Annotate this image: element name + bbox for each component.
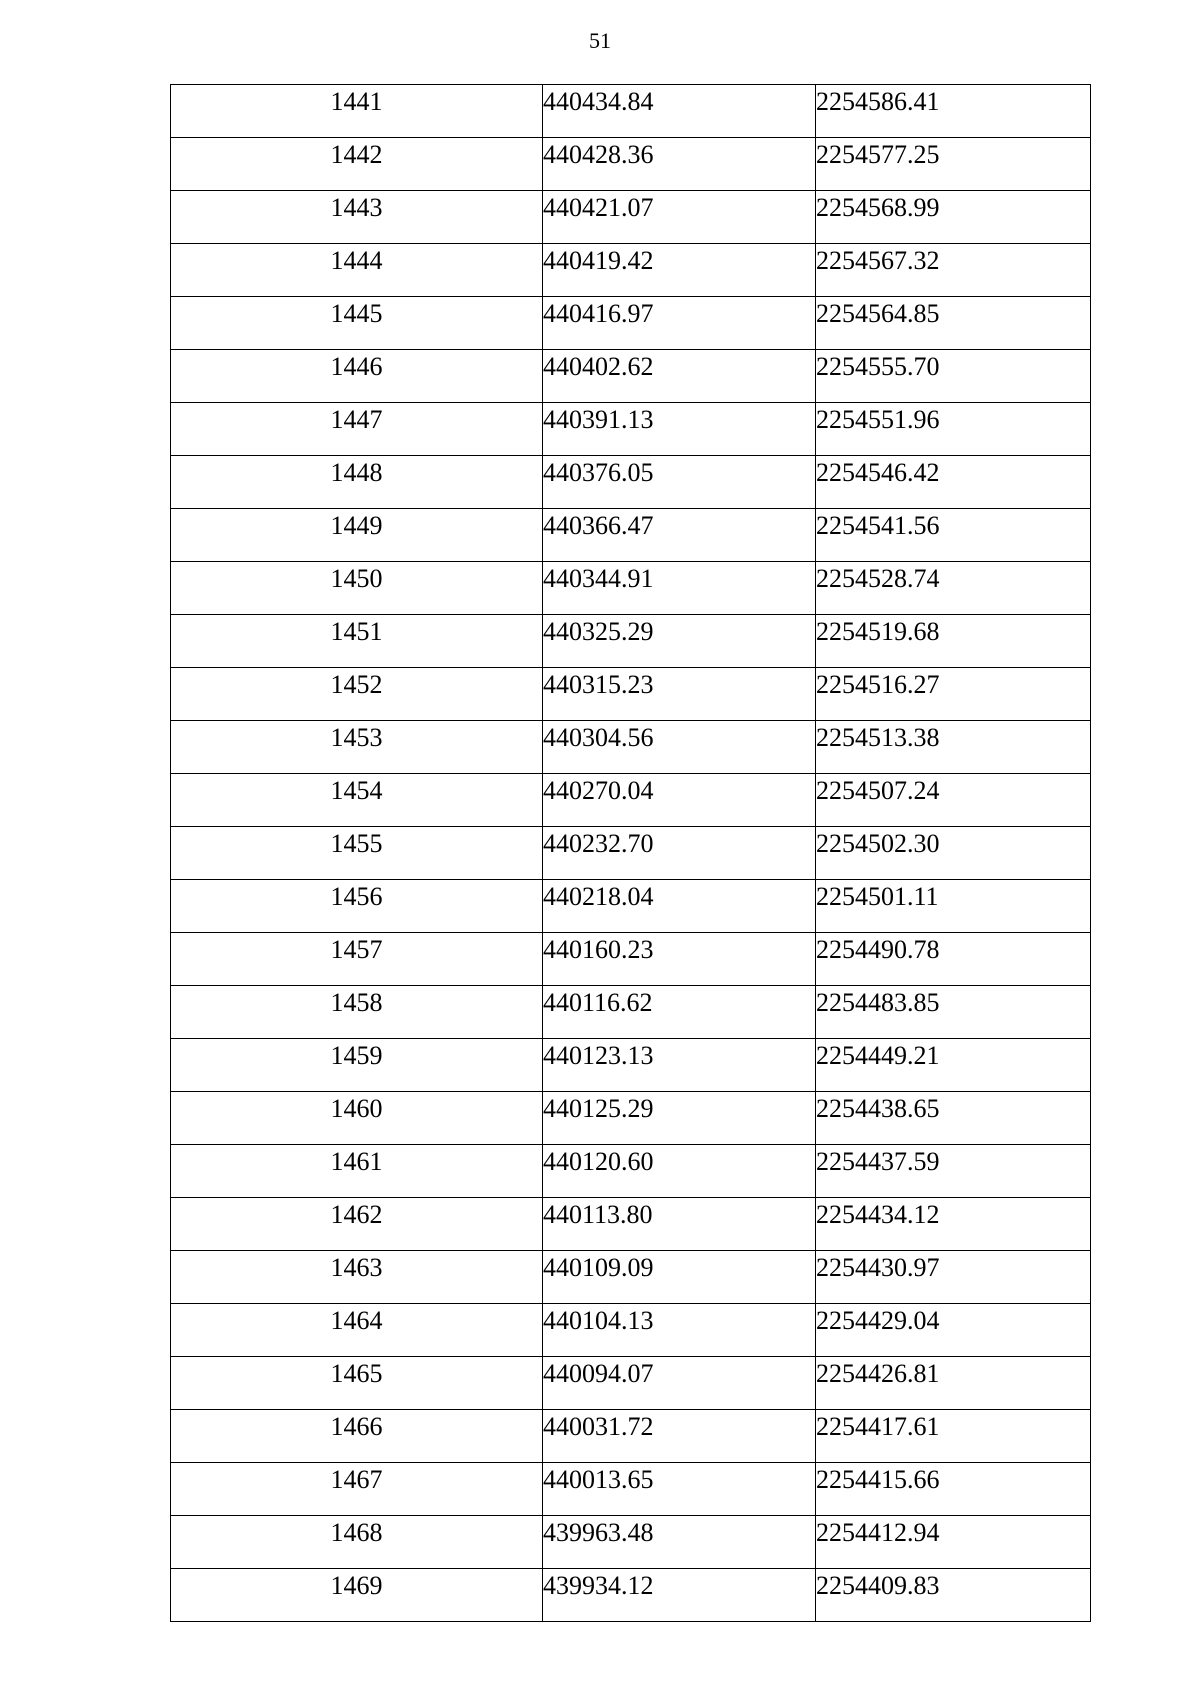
cell-value: 1458: [330, 988, 383, 1017]
cell-value: 2254415.66: [816, 1465, 940, 1494]
cell-value: 1464: [330, 1306, 383, 1335]
cell-value: 440270.04: [543, 776, 654, 805]
cell-value: 1454: [330, 776, 383, 805]
point-id-cell: [171, 297, 543, 350]
y-coordinate-cell: [816, 880, 1091, 933]
cell-value: 1457: [330, 935, 383, 964]
table-row: [171, 774, 1091, 827]
cell-value: 1442: [330, 140, 383, 169]
x-coordinate-cell: [543, 350, 816, 403]
table-row: [171, 403, 1091, 456]
y-coordinate-cell: [816, 403, 1091, 456]
cell-value: 440402.62: [543, 352, 654, 381]
cell-value: 440428.36: [543, 140, 654, 169]
x-coordinate-cell: [543, 1092, 816, 1145]
point-id-cell: [171, 1410, 543, 1463]
x-coordinate-cell: [543, 562, 816, 615]
cell-value: 440109.09: [543, 1253, 654, 1282]
cell-value: 440160.23: [543, 935, 654, 964]
cell-value: 1448: [330, 458, 383, 487]
x-coordinate-cell: [543, 1516, 816, 1569]
point-id-cell: [171, 668, 543, 721]
cell-value: 440419.42: [543, 246, 654, 275]
point-id-cell: [171, 1039, 543, 1092]
table-row: [171, 350, 1091, 403]
y-coordinate-cell: [816, 1092, 1091, 1145]
cell-value: 439963.48: [543, 1518, 654, 1547]
x-coordinate-cell: [543, 986, 816, 1039]
cell-value: 2254541.56: [816, 511, 940, 540]
y-coordinate-cell: [816, 1516, 1091, 1569]
x-coordinate-cell: [543, 774, 816, 827]
x-coordinate-cell: [543, 244, 816, 297]
cell-value: 1468: [330, 1518, 383, 1547]
table-row: [171, 933, 1091, 986]
table-row: [171, 244, 1091, 297]
table-row: [171, 986, 1091, 1039]
cell-value: 440304.56: [543, 723, 654, 752]
x-coordinate-cell: [543, 1304, 816, 1357]
point-id-cell: [171, 562, 543, 615]
cell-value: 1441: [330, 87, 383, 116]
cell-value: 2254528.74: [816, 564, 940, 593]
x-coordinate-cell: [543, 615, 816, 668]
cell-value: 1455: [330, 829, 383, 858]
x-coordinate-cell: [543, 1198, 816, 1251]
cell-value: 2254502.30: [816, 829, 940, 858]
cell-value: 440120.60: [543, 1147, 654, 1176]
y-coordinate-cell: [816, 1145, 1091, 1198]
x-coordinate-cell: [543, 297, 816, 350]
cell-value: 2254551.96: [816, 405, 940, 434]
y-coordinate-cell: [816, 774, 1091, 827]
table-row: [171, 191, 1091, 244]
cell-value: 1444: [330, 246, 383, 275]
y-coordinate-cell: [816, 668, 1091, 721]
point-id-cell: [171, 403, 543, 456]
table-row: [171, 138, 1091, 191]
point-id-cell: [171, 1198, 543, 1251]
x-coordinate-cell: [543, 456, 816, 509]
point-id-cell: [171, 85, 543, 138]
cell-value: 1453: [330, 723, 383, 752]
cell-value: 440434.84: [543, 87, 654, 116]
table-row: [171, 297, 1091, 350]
cell-value: 1463: [330, 1253, 383, 1282]
point-id-cell: [171, 1569, 543, 1622]
cell-value: 440013.65: [543, 1465, 654, 1494]
y-coordinate-cell: [816, 1410, 1091, 1463]
cell-value: 2254437.59: [816, 1147, 940, 1176]
cell-value: 440031.72: [543, 1412, 654, 1441]
cell-value: 440116.62: [543, 988, 653, 1017]
cell-value: 1461: [330, 1147, 383, 1176]
x-coordinate-cell: [543, 138, 816, 191]
cell-value: 440218.04: [543, 882, 654, 911]
y-coordinate-cell: [816, 350, 1091, 403]
y-coordinate-cell: [816, 1569, 1091, 1622]
y-coordinate-cell: [816, 509, 1091, 562]
cell-value: 1462: [330, 1200, 383, 1229]
page-number: 51: [589, 28, 611, 53]
cell-value: 1469: [330, 1571, 383, 1600]
point-id-cell: [171, 244, 543, 297]
cell-value: 440315.23: [543, 670, 654, 699]
cell-value: 1446: [330, 352, 383, 381]
cell-value: 1452: [330, 670, 383, 699]
y-coordinate-cell: [816, 721, 1091, 774]
table-row: [171, 1516, 1091, 1569]
x-coordinate-cell: [543, 1410, 816, 1463]
x-coordinate-cell: [543, 191, 816, 244]
point-id-cell: [171, 350, 543, 403]
cell-value: 1451: [330, 617, 383, 646]
cell-value: 2254501.11: [816, 882, 939, 911]
cell-value: 1443: [330, 193, 383, 222]
cell-value: 1465: [330, 1359, 383, 1388]
y-coordinate-cell: [816, 138, 1091, 191]
cell-value: 2254567.32: [816, 246, 940, 275]
point-id-cell: [171, 933, 543, 986]
table-row: [171, 1251, 1091, 1304]
y-coordinate-cell: [816, 1357, 1091, 1410]
cell-value: 440376.05: [543, 458, 654, 487]
x-coordinate-cell: [543, 1357, 816, 1410]
point-id-cell: [171, 138, 543, 191]
table-row: [171, 615, 1091, 668]
table-row: [171, 562, 1091, 615]
point-id-cell: [171, 1251, 543, 1304]
y-coordinate-cell: [816, 1304, 1091, 1357]
cell-value: 440125.29: [543, 1094, 654, 1123]
cell-value: 2254430.97: [816, 1253, 940, 1282]
x-coordinate-cell: [543, 1569, 816, 1622]
table-row: [171, 1463, 1091, 1516]
cell-value: 440113.80: [543, 1200, 653, 1229]
cell-value: 440344.91: [543, 564, 654, 593]
cell-value: 440391.13: [543, 405, 654, 434]
table-row: [171, 1039, 1091, 1092]
x-coordinate-cell: [543, 880, 816, 933]
cell-value: 440325.29: [543, 617, 654, 646]
y-coordinate-cell: [816, 456, 1091, 509]
point-id-cell: [171, 1145, 543, 1198]
cell-value: 440104.13: [543, 1306, 654, 1335]
y-coordinate-cell: [816, 827, 1091, 880]
x-coordinate-cell: [543, 1039, 816, 1092]
x-coordinate-cell: [543, 403, 816, 456]
cell-value: 2254426.81: [816, 1359, 940, 1388]
x-coordinate-cell: [543, 509, 816, 562]
point-id-cell: [171, 721, 543, 774]
point-id-cell: [171, 456, 543, 509]
point-id-cell: [171, 880, 543, 933]
cell-value: 440232.70: [543, 829, 654, 858]
x-coordinate-cell: [543, 1145, 816, 1198]
cell-value: 1445: [330, 299, 383, 328]
table-row: [171, 1092, 1091, 1145]
cell-value: 2254586.41: [816, 87, 940, 116]
cell-value: 2254412.94: [816, 1518, 940, 1547]
table-row: [171, 1304, 1091, 1357]
point-id-cell: [171, 1357, 543, 1410]
cell-value: 440123.13: [543, 1041, 654, 1070]
cell-value: 2254577.25: [816, 140, 940, 169]
table-row: [171, 456, 1091, 509]
cell-value: 2254449.21: [816, 1041, 940, 1070]
x-coordinate-cell: [543, 1251, 816, 1304]
cell-value: 2254513.38: [816, 723, 940, 752]
table-row: [171, 1569, 1091, 1622]
cell-value: 2254429.04: [816, 1306, 940, 1335]
x-coordinate-cell: [543, 721, 816, 774]
cell-value: 2254519.68: [816, 617, 940, 646]
cell-value: 2254568.99: [816, 193, 940, 222]
cell-value: 2254546.42: [816, 458, 940, 487]
point-id-cell: [171, 774, 543, 827]
cell-value: 440094.07: [543, 1359, 654, 1388]
cell-value: 440421.07: [543, 193, 654, 222]
y-coordinate-cell: [816, 191, 1091, 244]
point-id-cell: [171, 986, 543, 1039]
x-coordinate-cell: [543, 1463, 816, 1516]
cell-value: 2254516.27: [816, 670, 940, 699]
y-coordinate-cell: [816, 933, 1091, 986]
y-coordinate-cell: [816, 85, 1091, 138]
x-coordinate-cell: [543, 933, 816, 986]
cell-value: 439934.12: [543, 1571, 654, 1600]
y-coordinate-cell: [816, 986, 1091, 1039]
point-id-cell: [171, 1516, 543, 1569]
point-id-cell: [171, 509, 543, 562]
cell-value: 1467: [330, 1465, 383, 1494]
point-id-cell: [171, 1092, 543, 1145]
table-row: [171, 1198, 1091, 1251]
cell-value: 440416.97: [543, 299, 654, 328]
y-coordinate-cell: [816, 1039, 1091, 1092]
table-row: [171, 509, 1091, 562]
cell-value: 1447: [330, 405, 383, 434]
cell-value: 2254564.85: [816, 299, 940, 328]
coordinates-table-body: [171, 85, 1091, 1622]
y-coordinate-cell: [816, 297, 1091, 350]
cell-value: 1466: [330, 1412, 383, 1441]
cell-value: 2254483.85: [816, 988, 940, 1017]
cell-value: 2254490.78: [816, 935, 940, 964]
point-id-cell: [171, 615, 543, 668]
table-row: [171, 827, 1091, 880]
y-coordinate-cell: [816, 562, 1091, 615]
y-coordinate-cell: [816, 1251, 1091, 1304]
cell-value: 2254434.12: [816, 1200, 940, 1229]
table-row: [171, 668, 1091, 721]
table-row: [171, 1357, 1091, 1410]
y-coordinate-cell: [816, 615, 1091, 668]
cell-value: 2254409.83: [816, 1571, 940, 1600]
x-coordinate-cell: [543, 85, 816, 138]
cell-value: 1459: [330, 1041, 383, 1070]
y-coordinate-cell: [816, 1463, 1091, 1516]
point-id-cell: [171, 827, 543, 880]
table-row: [171, 721, 1091, 774]
cell-value: 440366.47: [543, 511, 654, 540]
y-coordinate-cell: [816, 1198, 1091, 1251]
cell-value: 2254417.61: [816, 1412, 940, 1441]
cell-value: 2254555.70: [816, 352, 940, 381]
table-row: [171, 1145, 1091, 1198]
point-id-cell: [171, 191, 543, 244]
cell-value: 2254438.65: [816, 1094, 940, 1123]
cell-value: 1456: [330, 882, 383, 911]
cell-value: 1450: [330, 564, 383, 593]
point-id-cell: [171, 1463, 543, 1516]
point-id-cell: [171, 1304, 543, 1357]
y-coordinate-cell: [816, 244, 1091, 297]
table-row: [171, 880, 1091, 933]
cell-value: 2254507.24: [816, 776, 940, 805]
coordinates-table: [170, 84, 1091, 1622]
x-coordinate-cell: [543, 668, 816, 721]
x-coordinate-cell: [543, 827, 816, 880]
cell-value: 1460: [330, 1094, 383, 1123]
cell-value: 1449: [330, 511, 383, 540]
table-row: [171, 85, 1091, 138]
table-row: [171, 1410, 1091, 1463]
